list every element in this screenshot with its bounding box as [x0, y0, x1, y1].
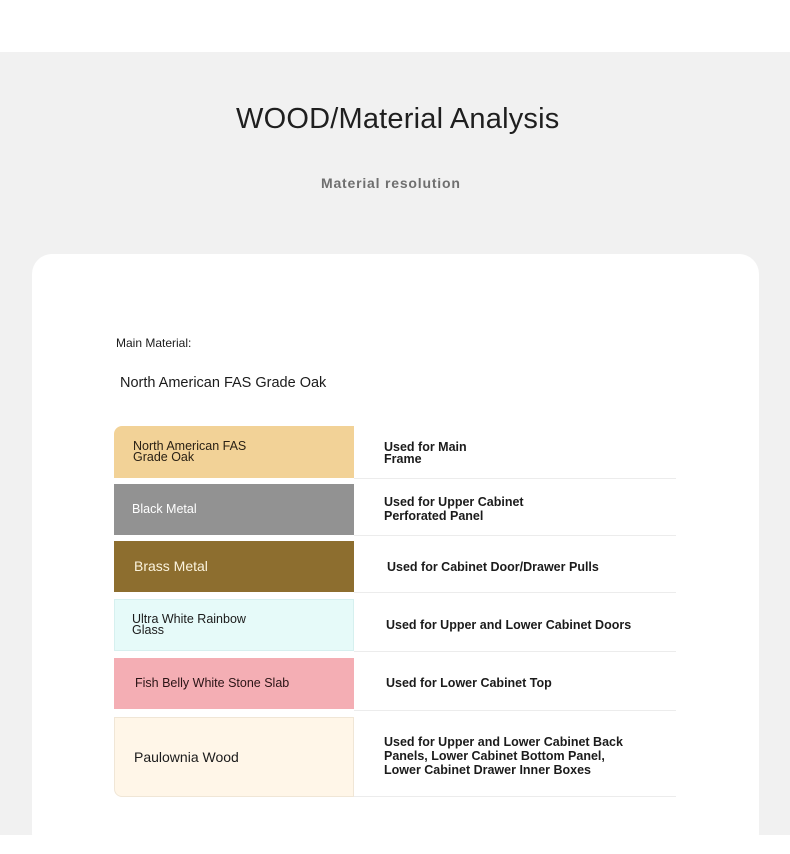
- material-name: Ultra White Rainbow Glass: [132, 612, 246, 637]
- row-divider: [354, 478, 676, 479]
- material-swatch: [114, 599, 354, 651]
- material-use: Used for Upper Cabinet Perforated Panel: [384, 495, 524, 523]
- row-divider: [354, 651, 676, 652]
- main-material-label: Main Material:: [116, 336, 192, 350]
- material-use: Used for Main Frame: [384, 440, 467, 466]
- material-use: Used for Cabinet Door/Drawer Pulls: [387, 560, 599, 574]
- material-name: Black Metal: [132, 502, 197, 516]
- material-use: Used for Upper and Lower Cabinet Doors: [386, 618, 632, 632]
- material-use: Used for Upper and Lower Cabinet Back Panels, Lower Cabinet Bottom Panel, Lower Cabinet Drawer Inner Boxes: [384, 735, 623, 777]
- material-name: Paulownia Wood: [134, 748, 239, 765]
- material-name: North American FAS Grade Oak: [133, 439, 247, 464]
- row-divider: [354, 710, 676, 711]
- material-swatch: [114, 426, 354, 478]
- material-swatch: [114, 484, 354, 535]
- material-swatch: [114, 541, 354, 592]
- material-name: Brass Metal: [134, 558, 208, 574]
- row-divider: [354, 592, 676, 593]
- page-subtitle: Material resolution: [321, 175, 461, 191]
- row-divider: [354, 535, 676, 536]
- material-use: Used for Lower Cabinet Top: [386, 676, 552, 690]
- top-band: [0, 0, 790, 52]
- material-swatch: [114, 717, 354, 797]
- page-title: WOOD/Material Analysis: [236, 103, 560, 135]
- main-material-value: North American FAS Grade Oak: [120, 375, 327, 391]
- row-divider: [354, 796, 676, 797]
- material-swatch: [114, 658, 354, 709]
- material-name: Fish Belly White Stone Slab: [135, 676, 290, 690]
